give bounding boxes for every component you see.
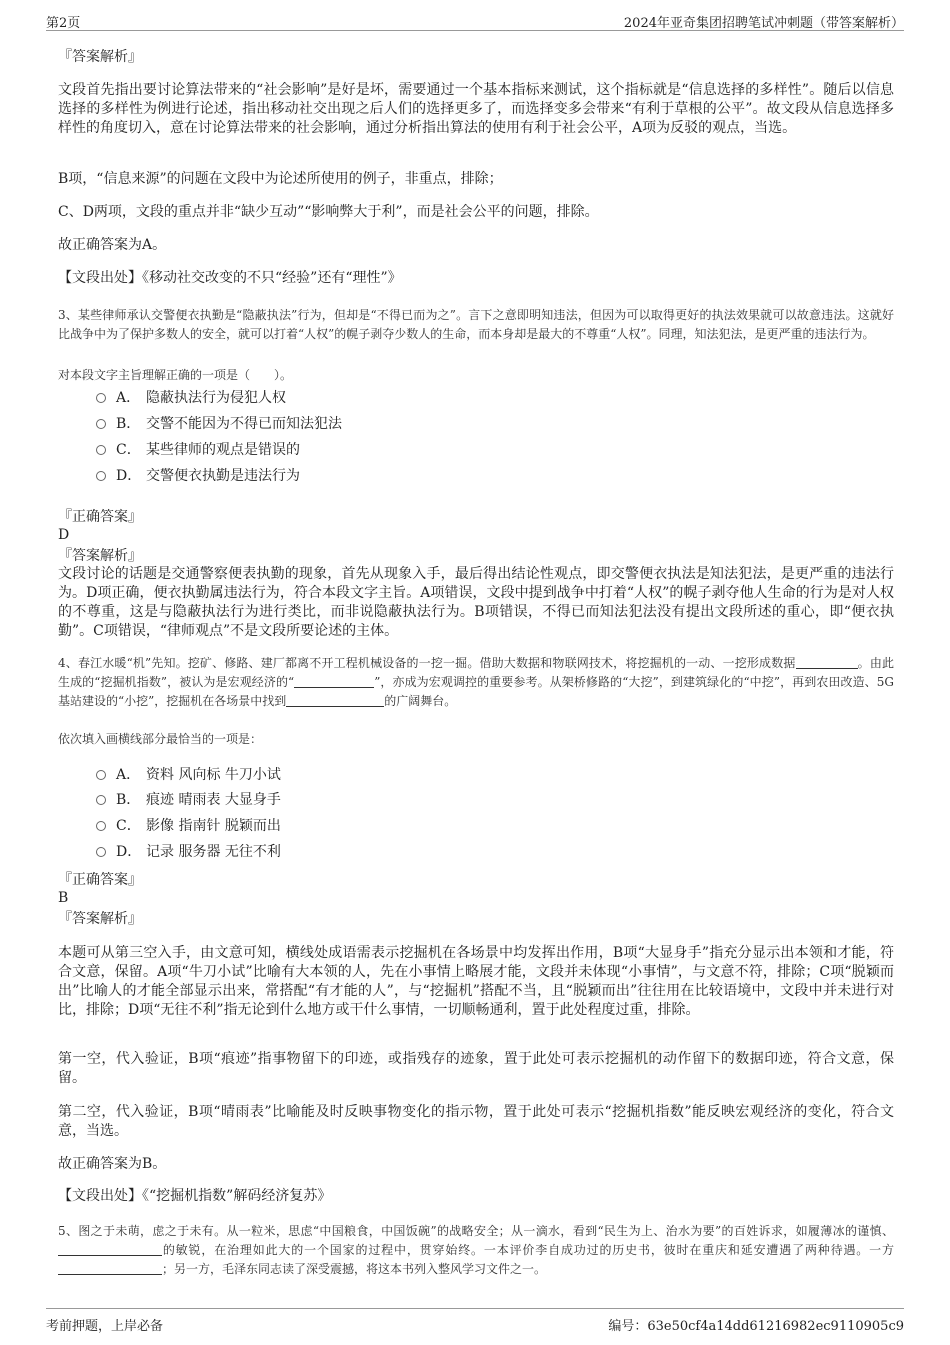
q2-analysis-p2: B项，“信息来源”的问题在文段中为论述所使用的例子，非重点，排除； bbox=[58, 171, 503, 187]
q3-analysis-label: 『答案解析』 bbox=[58, 548, 142, 564]
radio-icon[interactable] bbox=[96, 847, 106, 857]
q4-blank-2[interactable] bbox=[294, 675, 374, 688]
q2-source: 【文段出处】《移动社交改变的不只“经验”还有“理性”》 bbox=[58, 270, 402, 286]
q4-option-b[interactable]: B． 痕迹 晴雨表 大显身手 bbox=[96, 790, 281, 810]
q2-answer-statement: 故正确答案为A。 bbox=[58, 237, 167, 253]
q4-option-c[interactable]: C． 影像 指南针 脱颖而出 bbox=[96, 816, 281, 836]
document-title: 2024年亚奇集团招聘笔试冲刺题（带答案解析） bbox=[623, 16, 904, 31]
q3-answer: D bbox=[58, 527, 70, 543]
q4-question: 依次填入画横线部分最恰当的一项是： bbox=[58, 732, 263, 746]
q5-blank-1[interactable] bbox=[58, 1243, 162, 1256]
footer-slogan: 考前押题，上岸必备 bbox=[46, 1319, 164, 1334]
q4-answer-label: 『正确答案』 bbox=[58, 872, 142, 888]
q4-stem: 4、春江水暖“机”先知。挖矿、修路、建厂都离不开工程机械设备的一挖一掘。借助大数据和物联网技术，将挖掘机的一动、一挖形成数据 。由此生成的“挖掘机指数”，被认为是宏观经济的“ ”，亦成为宏观调控的重要参考。从架桥修路的“大挖”，到建筑绿化的“中挖”，再到农田改造、5G基站建设的“小挖”，挖掘机在各场景中找到 的广阔舞台。 bbox=[58, 656, 894, 708]
radio-icon[interactable] bbox=[96, 393, 106, 403]
q4-analysis-p2: 第一空，代入验证，B项“痕迹”指事物留下的印迹，或指残存的迹象，置于此处可表示挖掘机的动作留下的数据印迹，符合文意，保留。 bbox=[58, 1051, 894, 1086]
q4-analysis-p1: 本题可从第三空入手，由文意可知，横线处成语需表示挖掘机在各场景中均发挥出作用，B项“大显身手”指充分显示出本领和才能，符合文意，保留。A项“牛刀小试”比喻有大本领的人，先在小事情上略展才能，文段并未体现“小事情”，与文意不符，排除；C项“脱颖而出”比喻人的才能全部显示出来，常搭配“有才能的人”，与“挖掘机”搭配不当，且“脱颖而出”往往用在比较语境中，文段中并未进行对比，排除；D项“无往不利”指无论到什么地方或干什么事情，一切顺畅通利，置于此处程度过重，排除。 bbox=[58, 945, 894, 1018]
q2-analysis-p1: 文段首先指出要讨论算法带来的“社会影响”是好是坏，需要通过一个基本指标来测试，这个指标就是“信息选择的多样性”。随后以信息选择的多样性为例进行论述，指出移动社交出现之后人们的选择更多了，而选择变多会带来“有利于草根的公平”。故文段从信息选择多样性的角度切入，意在讨论算法带来的社会影响，通过分析指出算法的使用有利于社会公平，A项为反驳的观点，当选。 bbox=[58, 82, 894, 136]
q4-blank-3[interactable] bbox=[286, 694, 384, 707]
page-number: 第2页 bbox=[46, 16, 81, 31]
page-header bbox=[46, 10, 904, 31]
q2-analysis-label: 『答案解析』 bbox=[58, 49, 142, 65]
q3-question: 对本段文字主旨理解正确的一项是（ ）。 bbox=[58, 368, 293, 382]
q4-answer-statement: 故正确答案为B。 bbox=[58, 1156, 167, 1172]
page-footer bbox=[46, 1308, 904, 1334]
q3-option-a[interactable]: A． 隐蔽执法行为侵犯人权 bbox=[96, 388, 286, 408]
q4-analysis-label: 『答案解析』 bbox=[58, 911, 142, 927]
radio-icon[interactable] bbox=[96, 821, 106, 831]
q3-stem: 3、某些律师承认交警便衣执勤是“隐蔽执法”行为，但却是“不得已而为之”。言下之意即明知违法，但因为可以取得更好的执法效果就可以故意违法。这就好比战争中为了保护多数人的安全，就可以打着“人权”的幌子剥夺少数人的生命，而本身却是最大的不尊重“人权”。同理，知法犯法，是更严重的违法行为。 bbox=[58, 308, 894, 341]
q4-source: 【文段出处】《“挖掘机指数”解码经济复苏》 bbox=[58, 1188, 332, 1204]
q3-option-d[interactable]: D． 交警便衣执勤是违法行为 bbox=[96, 466, 300, 486]
radio-icon[interactable] bbox=[96, 445, 106, 455]
radio-icon[interactable] bbox=[96, 770, 106, 780]
q4-analysis-p3: 第二空，代入验证，B项“晴雨表”比喻能及时反映事物变化的指示物，置于此处可表示“挖掘机指数”能反映宏观经济的变化，符合文意，当选。 bbox=[58, 1104, 894, 1139]
q3-answer-label: 『正确答案』 bbox=[58, 509, 142, 525]
q3-option-c[interactable]: C． 某些律师的观点是错误的 bbox=[96, 440, 300, 460]
q5-blank-2[interactable] bbox=[58, 1262, 162, 1275]
q2-analysis-p3: C、D两项，文段的重点并非“缺少互动”“影响弊大于利”，而是社会公平的问题，排除。 bbox=[58, 204, 599, 220]
radio-icon[interactable] bbox=[96, 471, 106, 481]
q4-answer: B bbox=[58, 890, 69, 906]
q3-option-b[interactable]: B． 交警不能因为不得已而知法犯法 bbox=[96, 414, 342, 434]
radio-icon[interactable] bbox=[96, 795, 106, 805]
footer-code: 编号：63e50cf4a14dd61216982ec9110905c9 bbox=[608, 1319, 904, 1334]
q4-blank-1[interactable] bbox=[796, 656, 858, 669]
q5-stem: 5、图之于未萌，虑之于未有。从一粒米，思虑“中国粮食，中国饭碗”的战略安全；从一滴水，看到“民生为上、治水为要”的百姓诉求，如履薄冰的谨慎、的敏锐，在治理如此大的一个国家的过程中，贯穿始终。一本评价李自成功过的历史书，彼时在重庆和延安遭遇了两种待遇。一方；另一方，毛泽东同志读了深受震撼，将这本书列入整风学习文件之一。 bbox=[58, 1224, 894, 1276]
q4-option-a[interactable]: A． 资料 风向标 牛刀小试 bbox=[96, 765, 281, 785]
radio-icon[interactable] bbox=[96, 419, 106, 429]
q4-option-d[interactable]: D． 记录 服务器 无往不利 bbox=[96, 842, 281, 862]
q3-analysis: 文段讨论的话题是交通警察便表执勤的现象，首先从现象入手，最后得出结论性观点，即交警便衣执法是知法犯法，是更严重的违法行为。D项正确，便衣执勤属违法行为，符合本段文字主旨。A项错误，文段中提到战争中打着“人权”的幌子剥夺他人生命的行为是对人权的不尊重，这是与隐蔽执法行为进行类比，而非说隐蔽执法行为。B项错误，不得已而知法犯法没有提出文段所述的重心，即“便衣执勤”。C项错误，“律师观点”不是文段所要论述的主体。 bbox=[58, 566, 894, 639]
